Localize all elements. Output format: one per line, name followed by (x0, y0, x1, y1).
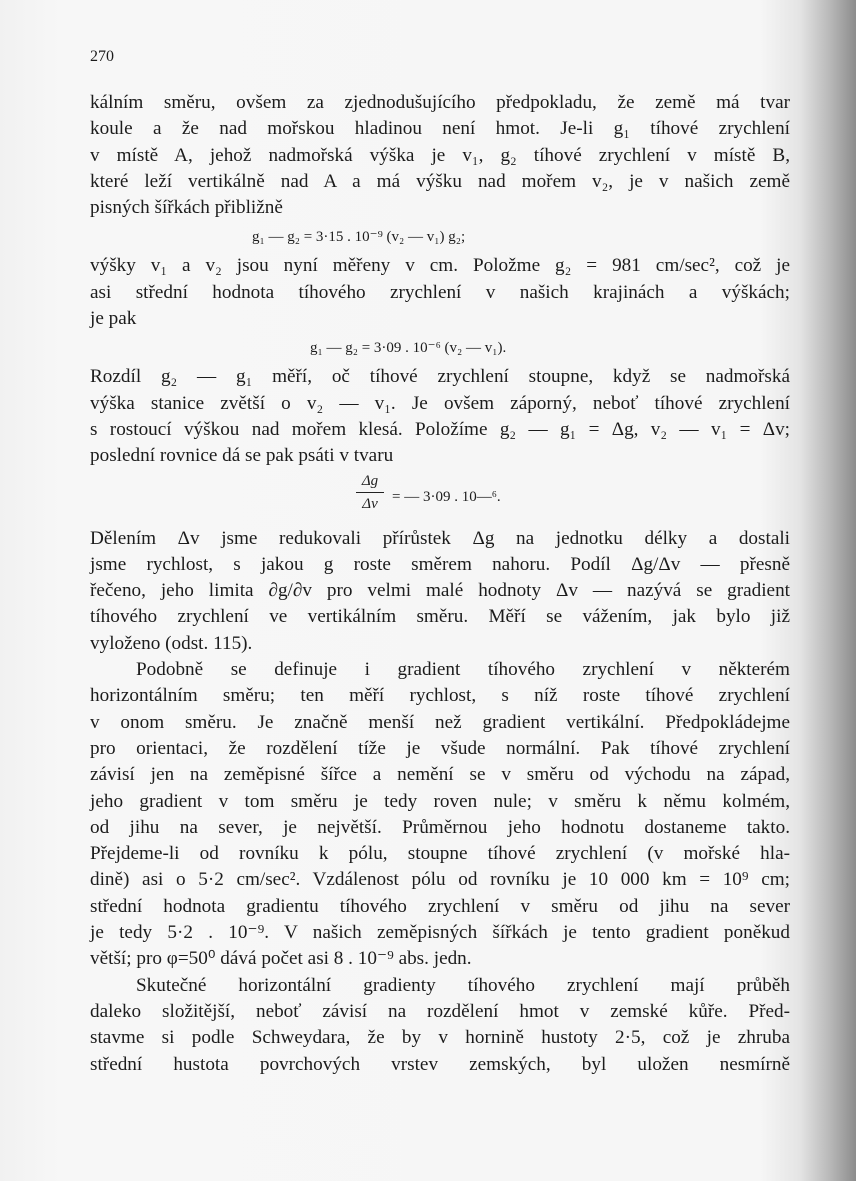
formula-gravity-difference: g₁ — g₂ = 3·15 . 10⁻⁹ (v₂ — v₁) g₂; (252, 229, 466, 246)
text-line: závisí jen na zeměpisné šířce a nemění se v směru od východu na západ, (90, 764, 790, 786)
text-line: výška stanice zvětší o v₂ — v₁. Je ovšem záporný, neboť tíhové zrychlení (90, 392, 790, 414)
text-line: dině) asi o 5·2 cm/sec². Vzdálenost pólu od rovníku je 10 000 km = 10⁹ cm; (90, 869, 790, 891)
paragraph-first-line: Skutečné horizontální gradienty tíhového zrychlení mají průběh (136, 974, 790, 996)
text-line: jsme rychlost, s jakou g roste směrem nahoru. Podíl Δg/Δv — přesně (90, 553, 790, 575)
fraction-value: = — 3·09 . 10—⁶. (392, 488, 501, 505)
text-line: pisných šířkách přibližně (90, 197, 283, 219)
text-line: střední hodnota gradientu tíhového zrychlení v směru od jihu na sever (90, 895, 790, 917)
text-line: pro orientaci, že rozdělení tíže je všude normální. Pak tíhové zrychlení (90, 737, 790, 759)
text-line: asi střední hodnota tíhového zrychlení v našich krajinách a výškách; (90, 281, 790, 303)
page-number: 270 (90, 48, 114, 65)
text-line: větší; pro φ=50⁰ dává počet asi 8 . 10⁻⁹ abs. jedn. (90, 948, 472, 970)
text-line: poslední rovnice dá se pak psáti v tvaru (90, 445, 394, 467)
text-line: Rozdíl g₂ — g₁ měří, oč tíhové zrychlení stoupne, když se nadmořská (90, 366, 790, 388)
text-line: v onom směru. Je značně menší než gradient vertikální. Předpokládejme (90, 711, 790, 733)
text-line: stavme si podle Schweydara, že by v hornině hustoty 2·5, což je zhruba (90, 1027, 790, 1049)
fraction-denominator: Δv (362, 495, 378, 512)
fraction-numerator: Δg (356, 470, 384, 493)
page-body (90, 90, 790, 1078)
text-line: jeho gradient v tom směru je tedy roven nule; v směru k němu kolmém, (90, 790, 790, 812)
paragraph-first-line: Podobně se definuje i gradient tíhového zrychlení v některém (136, 659, 790, 681)
text-line: horizontálním směru; ten měří rychlost, s níž roste tíhové zrychlení (90, 685, 790, 707)
formula-gradient-fraction (90, 470, 790, 526)
text-line: tíhového zrychlení ve vertikálním směru. Měří se vážením, jak bylo již (90, 606, 790, 628)
text-line: Přejdeme-li od rovníku k pólu, stoupne tíhové zrychlení (v mořské hla- (90, 843, 790, 865)
fraction (356, 470, 384, 515)
formula-gravity-difference-numeric: g₁ — g₂ = 3·09 . 10⁻⁶ (v₂ — v₁). (310, 340, 507, 357)
text-line: je pak (90, 308, 137, 330)
text-line: kálním směru, ovšem za zjednodušujícího předpokladu, že země má tvar (90, 92, 790, 113)
text-line: které leží vertikálně nad A a má výšku nad mořem v₂, je v našich země (90, 170, 790, 192)
text-line: vyloženo (odst. 115). (90, 632, 253, 654)
text-line: od jihu na sever, je největší. Průměrnou jeho hodnotu dostaneme takto. (90, 816, 790, 838)
text-line: daleko složitější, neboť závisí na rozdělení hmot v zemské kůře. Před- (90, 1000, 790, 1022)
text-line: koule a že nad mořskou hladinou není hmot. Je-li g₁ tíhové zrychlení (90, 118, 790, 140)
text-line: výšky v₁ a v₂ jsou nyní měřeny v cm. Položme g₂ = 981 cm/sec², což je (90, 255, 790, 277)
text-line: střední hustota povrchových vrstev zemských, byl uložen nesmírně (90, 1053, 790, 1075)
text-line: s rostoucí výškou nad mořem klesá. Položíme g₂ — g₁ = Δg, v₂ — v₁ = Δv; (90, 418, 790, 440)
text-line: Dělením Δv jsme redukovali přírůstek Δg na jednotku délky a dostali (90, 527, 790, 549)
text-line: řečeno, jeho limita ∂g/∂v pro velmi malé hodnoty Δv — nazývá se gradient (90, 580, 790, 602)
text-line: v místě A, jehož nadmořská výška je v₁, g₂ tíhové zrychlení v místě B, (90, 144, 790, 166)
text-line: je tedy 5·2 . 10⁻⁹. V našich zeměpisných šířkách je tento gradient poněkud (90, 922, 790, 944)
